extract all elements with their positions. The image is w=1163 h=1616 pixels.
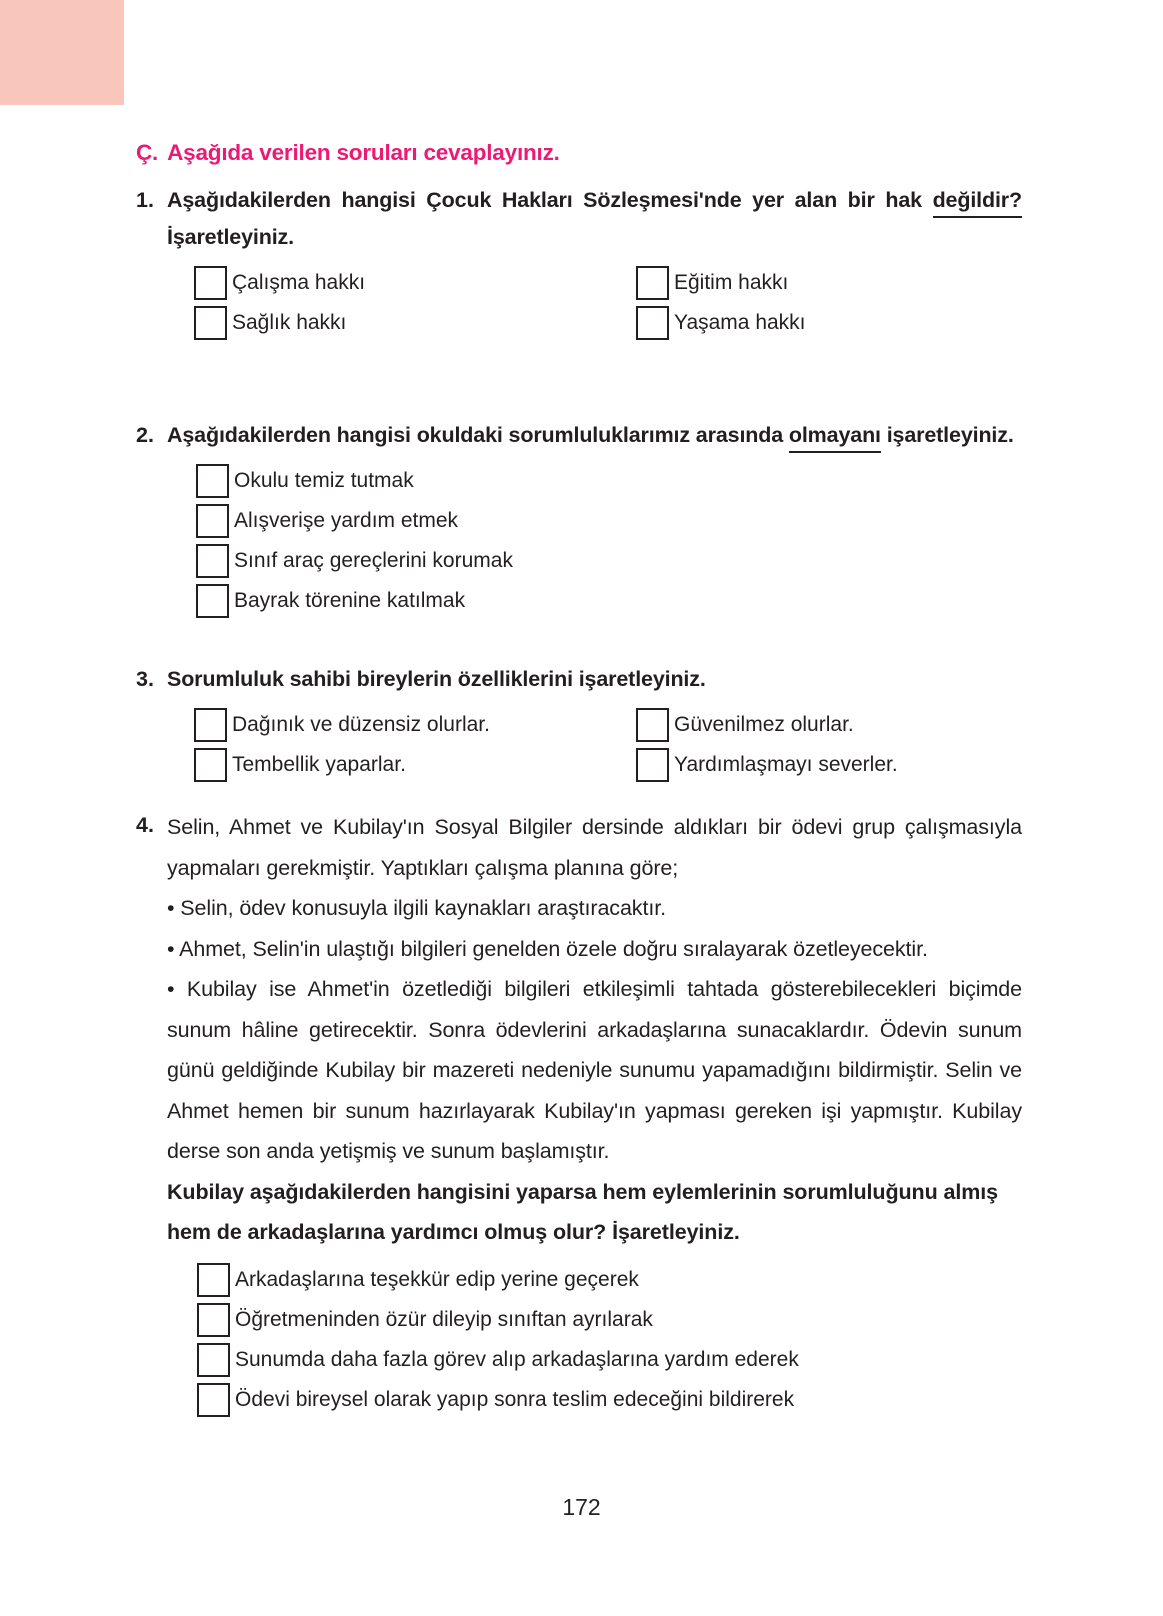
spacer	[136, 785, 1022, 807]
option-label: Eğitim hakkı	[674, 271, 789, 294]
question-4-bullet-1: • Selin, ödev konusuyla ilgili kaynakları araştıracaktır.	[167, 896, 666, 920]
option-label: Okulu temiz tutmak	[234, 469, 414, 492]
question-4-paragraph-1: Selin, Ahmet ve Kubilay'ın Sosyal Bilgiler dersinde aldıkları bir ödevi grup çalışmasıyla yapmaları gerekmiştir. Yaptıkları çalışma planına göre;	[167, 815, 1022, 880]
checkbox-icon[interactable]	[196, 504, 229, 538]
checkbox-icon[interactable]	[636, 306, 669, 340]
checkbox-icon[interactable]	[196, 584, 229, 618]
question-4-paragraph-2: • Kubilay ise Ahmet'in özetlediği bilgileri etkileşimli tahtada gösterebilecekleri biçimde sunum hâline getirecektir. Sonra ödevlerini arkadaşlarına sunacaklardır. Ödevin sunum günü geldiğinde Kubilay bir mazereti nedeniyle sunumu yapamadığını bildirmiştir. Selin ve Ahmet hemen bir sunum hazırlayarak Kubilay'ın yapması gereken işi yapmıştır. Kubilay derse son anda yetişmiş ve sunum başlamıştır.	[167, 977, 1022, 1163]
question-3-option-3[interactable]	[194, 745, 636, 785]
question-3-option-1[interactable]	[194, 705, 636, 745]
checkbox-icon[interactable]	[636, 266, 669, 300]
checkbox-icon[interactable]	[197, 1343, 230, 1377]
option-label: Sağlık hakkı	[232, 311, 347, 334]
section-letter: Ç.	[136, 140, 159, 165]
question-4-option-4[interactable]	[197, 1380, 1022, 1420]
question-2-option-3[interactable]	[196, 541, 1022, 581]
question-1-stem-part2: İşaretleyiniz.	[167, 225, 294, 249]
question-2-number: 2.	[136, 423, 154, 447]
option-label: Yardımlaşmayı severler.	[674, 753, 898, 776]
decorative-corner-block	[0, 0, 124, 105]
option-label: Alışverişe yardım etmek	[234, 509, 459, 532]
question-2-option-1[interactable]	[196, 461, 1022, 501]
page-content	[136, 140, 1022, 1420]
question-2-stem-part1: Aşağıdakilerden hangisi okuldaki sorumluluklarımız arasında	[167, 423, 789, 447]
question-4-bullet-2: • Ahmet, Selin'in ulaştığı bilgileri genelden özele doğru sıralayarak özetleyecektir.	[167, 936, 928, 961]
option-label: Öğretmeninden özür dileyip sınıftan ayrılarak	[235, 1307, 653, 1331]
option-label: Sunumda daha fazla görev alıp arkadaşlarına yardım ederek	[235, 1347, 799, 1371]
question-4-bold-prompt: Kubilay aşağıdakilerden hangisini yaparsa hem eylemlerinin sorumluluğunu almış hem de arkadaşlarına yardımcı olmuş olur? İşaretleyiniz.	[167, 1179, 998, 1244]
question-3-options	[194, 705, 1022, 785]
checkbox-icon[interactable]	[197, 1303, 230, 1337]
spacer	[136, 621, 1022, 661]
checkbox-icon[interactable]	[196, 464, 229, 498]
option-label: Sınıf araç gereçlerini korumak	[234, 549, 513, 572]
checkbox-icon[interactable]	[194, 708, 227, 742]
checkbox-icon[interactable]	[197, 1263, 230, 1297]
question-3	[136, 661, 1022, 785]
checkbox-icon[interactable]	[194, 748, 227, 782]
section-heading	[136, 140, 1022, 166]
option-label: Arkadaşlarına teşekkür edip yerine geçerek	[235, 1267, 639, 1291]
checkbox-icon[interactable]	[194, 306, 227, 340]
option-label: Güvenilmez olurlar.	[674, 713, 854, 736]
question-2-option-4[interactable]	[196, 581, 1022, 621]
question-1-option-1[interactable]	[194, 263, 636, 303]
question-3-number: 3.	[136, 667, 154, 691]
question-1-stem-underlined: değildir?	[933, 188, 1022, 218]
option-label: Tembellik yaparlar.	[232, 753, 406, 776]
question-1-stem-part1: Aşağıdakilerden hangisi Çocuk Hakları Sözleşmesi'nde yer alan bir hak	[167, 188, 933, 212]
question-1-number: 1.	[136, 188, 154, 212]
question-1	[136, 182, 1022, 343]
question-4-number: 4.	[136, 813, 154, 837]
checkbox-icon[interactable]	[636, 748, 669, 782]
option-label: Ödevi bireysel olarak yapıp sonra teslim edeceğini bildirerek	[235, 1387, 795, 1411]
question-4-option-1[interactable]	[197, 1260, 1022, 1300]
question-2	[136, 417, 1022, 621]
option-label: Dağınık ve düzensiz olurlar.	[232, 713, 490, 736]
question-4-option-3[interactable]	[197, 1340, 1022, 1380]
question-2-stem-underlined: olmayanı	[789, 423, 881, 453]
question-1-options	[194, 263, 1022, 343]
option-label: Bayrak törenine katılmak	[234, 589, 466, 612]
question-2-options	[196, 461, 1022, 621]
spacer	[136, 343, 1022, 417]
question-4-option-2[interactable]	[197, 1300, 1022, 1340]
question-3-option-4[interactable]	[636, 745, 1022, 785]
option-label: Yaşama hakkı	[674, 311, 806, 334]
question-2-stem-part2: işaretleyiniz.	[880, 423, 1014, 447]
page-number: 172	[562, 1494, 601, 1520]
section-title: Aşağıda verilen soruları cevaplayınız.	[167, 140, 560, 165]
question-1-option-2[interactable]	[636, 263, 1022, 303]
checkbox-icon[interactable]	[636, 708, 669, 742]
question-4	[136, 807, 1022, 1420]
question-3-stem: Sorumluluk sahibi bireylerin özelliklerini işaretleyiniz.	[167, 667, 706, 691]
checkbox-icon[interactable]	[196, 544, 229, 578]
question-1-option-3[interactable]	[194, 303, 636, 343]
question-4-options	[197, 1260, 1022, 1420]
question-1-option-4[interactable]	[636, 303, 1022, 343]
question-2-stem	[167, 417, 1022, 454]
question-2-option-2[interactable]	[196, 501, 1022, 541]
checkbox-icon[interactable]	[194, 266, 227, 300]
option-label: Çalışma hakkı	[232, 271, 366, 294]
checkbox-icon[interactable]	[197, 1383, 230, 1417]
question-1-stem	[167, 182, 1022, 256]
question-3-option-2[interactable]	[636, 705, 1022, 745]
